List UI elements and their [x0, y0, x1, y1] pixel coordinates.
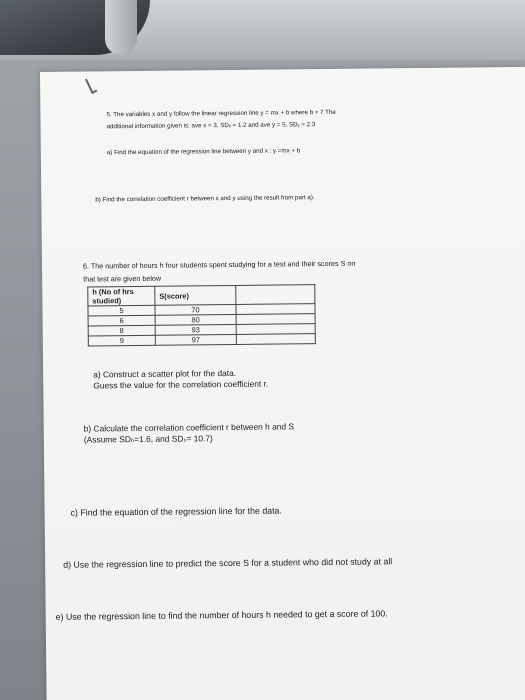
chair-arm — [105, 0, 137, 55]
staple-mark — [85, 77, 97, 94]
table-empty-cell — [236, 285, 315, 305]
q6-part-a-line1: a) Construct a scatter plot for the data. — [93, 367, 237, 380]
q6-part-e: e) Use the regression line to find the number of hours h needed to get a score of 100. — [55, 608, 388, 622]
q5-part-b: b) Find the correlation coefficient r between x and y using the result from part a). — [95, 194, 315, 204]
cell-hours: 9 — [88, 335, 155, 346]
table-row — [88, 334, 315, 346]
cell-score: 80 — [155, 314, 236, 325]
worksheet-paper — [40, 67, 525, 700]
table-empty-cell — [236, 334, 315, 345]
cell-hours: 8 — [88, 325, 155, 336]
q5-line2: additional information given is: ave x = 3, SDₓ = 1.2 and ave y = 5, SDᵧ = 2.3 — [106, 121, 316, 131]
q6-part-b-line1: b) Calculate the correlation coefficient r between h and S — [83, 421, 295, 434]
q6-intro-line2: that test are given below — [83, 273, 162, 284]
q5-part-a: a) Find the equation of the regression line between y and x : y =mx + b — [106, 147, 301, 157]
cell-score: 97 — [155, 334, 236, 345]
cell-score: 70 — [155, 304, 236, 315]
header-score: S(score) — [155, 285, 236, 305]
header-hours: h (No of hrs studied) — [88, 286, 155, 306]
table-header-row — [88, 285, 315, 306]
q6-part-a-line2: Guess the value for the correlation coefficient r. — [93, 378, 269, 391]
q6-part-b-line2: (Assume SDₕ=1.6, and SDₛ= 10.7) — [83, 433, 213, 445]
data-table — [87, 284, 316, 346]
q6-part-d: d) Use the regression line to predict the score S for a student who did not study at all — [63, 556, 393, 570]
cell-score: 93 — [155, 324, 236, 335]
q6-intro-line1: 6. The number of hours h four students spent studying for a test and their scores S on — [82, 258, 356, 271]
cell-hours: 6 — [88, 315, 155, 326]
cell-hours: 5 — [88, 305, 155, 316]
q6-part-c: c) Find the equation of the regression line for the data. — [70, 505, 282, 518]
q5-line1: 5. The variables x and y follow the linear regression line y = mx + b where b = 7 The — [106, 108, 336, 119]
